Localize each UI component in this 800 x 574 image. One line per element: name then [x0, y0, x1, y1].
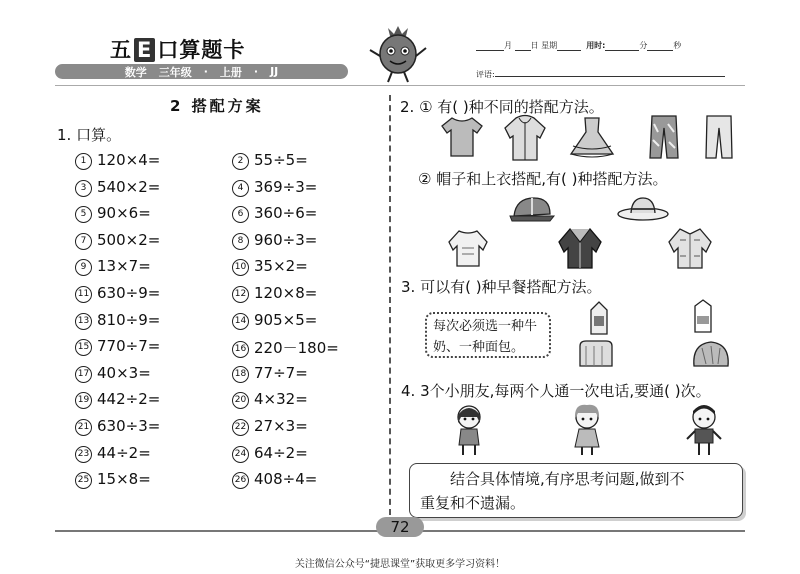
lesson-title: 2 搭配方案	[170, 97, 264, 115]
subject: 数学	[124, 65, 147, 79]
jacket-icon	[556, 226, 604, 270]
time-label: 用时:	[586, 41, 606, 50]
problem-expression: 77÷7=	[254, 363, 308, 382]
sep-2: ·	[253, 65, 259, 78]
problem-number: 13	[75, 313, 92, 330]
header-rule	[55, 85, 745, 86]
problem-expression: 630÷9=	[97, 284, 161, 302]
minute-label: 分	[639, 41, 648, 50]
question-2b: ② 帽子和上衣搭配,有( )种搭配方法。	[418, 170, 668, 188]
brand-suffix: 口算题卡	[157, 38, 246, 62]
arith-problem	[75, 337, 160, 356]
problem-number: 12	[232, 286, 249, 303]
arith-problem	[75, 444, 151, 463]
problem-number: 5	[75, 206, 92, 223]
arith-problem	[232, 257, 308, 276]
mascot-illustration	[366, 26, 430, 84]
column-divider	[389, 95, 391, 515]
month-label: 月	[504, 41, 512, 50]
problem-number: 1	[75, 153, 92, 170]
problem-expression: 220－180=	[254, 339, 339, 358]
brand-letter: E	[134, 38, 155, 62]
note-line-1: 每次必须选一种牛	[433, 319, 538, 334]
problem-expression: 540×2=	[97, 177, 161, 196]
problem-expression: 90×6=	[97, 204, 151, 223]
problem-expression: 500×2=	[97, 230, 161, 249]
arith-problem	[75, 390, 160, 409]
problem-expression: 630÷3=	[97, 417, 161, 435]
problem-number: 26	[232, 472, 249, 489]
volume: 上册	[219, 65, 242, 79]
evaluation-line	[476, 68, 725, 80]
problem-number: 16	[232, 341, 249, 358]
footer-text: 关注微信公众号“捷思课堂”获取更多学习资料！	[294, 559, 506, 570]
arith-problem	[232, 337, 339, 358]
tip-box	[409, 463, 743, 518]
edition: JJ	[270, 65, 279, 78]
arith-problem	[232, 417, 308, 436]
arith-problem	[232, 311, 317, 330]
cap-icon	[506, 194, 558, 224]
problem-number: 4	[232, 180, 249, 197]
plain-pants-icon	[704, 114, 734, 160]
arith-problem	[75, 470, 151, 489]
sun-hat-icon	[616, 194, 670, 222]
arith-problem	[232, 390, 308, 409]
day-label: 日	[530, 41, 539, 50]
day-blank[interactable]	[515, 42, 531, 51]
problem-number: 6	[232, 206, 249, 223]
problem-expression: 770÷7=	[97, 337, 161, 356]
bread-loaf-icon	[690, 338, 732, 370]
child-1-icon	[450, 403, 488, 457]
tip-line-2: 重复和不遗漏。	[420, 494, 526, 512]
problem-expression: 55÷5=	[254, 151, 308, 169]
problem-number: 11	[75, 286, 92, 303]
sweatshirt-icon	[446, 228, 490, 268]
arith-problem	[232, 178, 317, 197]
second-blank[interactable]	[647, 42, 673, 51]
problem-number: 3	[75, 180, 92, 197]
problem-expression: 905×5=	[254, 310, 318, 329]
arith-problem	[75, 284, 160, 303]
dress-icon	[565, 116, 619, 158]
problem-expression: 369÷3=	[254, 177, 318, 196]
problem-number: 2	[232, 153, 249, 170]
problem-number: 21	[75, 419, 92, 436]
problem-expression: 120×4=	[97, 151, 161, 169]
problem-expression: 44÷2=	[97, 443, 151, 462]
patterned-pants-icon	[648, 114, 680, 160]
problem-number: 9	[75, 259, 92, 276]
arith-problem	[75, 417, 160, 436]
problem-number: 7	[75, 233, 92, 250]
problem-expression: 408÷4=	[254, 470, 318, 489]
problem-number: 19	[75, 392, 92, 409]
toast-bread-icon	[574, 340, 618, 368]
problem-number: 23	[75, 446, 92, 463]
grade: 三年级	[158, 65, 192, 79]
problem-number: 25	[75, 472, 92, 489]
tip-line-1: 结合具体情境,有序思考问题,做到不	[450, 470, 685, 488]
arith-problem	[75, 178, 160, 197]
arith-problem	[232, 204, 317, 223]
second-label: 秒	[673, 41, 682, 50]
month-blank[interactable]	[476, 42, 504, 51]
question-2a: 2. ① 有( )种不同的搭配方法。	[400, 98, 604, 116]
problem-expression: 960÷3=	[254, 230, 318, 249]
arith-problem	[232, 444, 308, 463]
milk-carton-icon	[588, 300, 610, 336]
child-3-icon	[684, 403, 724, 457]
milk-box-icon	[692, 298, 714, 334]
arith-problem	[75, 151, 160, 170]
problem-expression: 27×3=	[254, 417, 308, 435]
breakfast-note	[425, 312, 551, 358]
arith-problem	[232, 470, 317, 489]
note-line-2: 奶、一种面包。	[433, 340, 525, 355]
question-4: 4. 3个小朋友,每两个人通一次电话,要通( )次。	[401, 382, 711, 400]
arith-problem	[232, 151, 308, 170]
problem-number: 18	[232, 366, 249, 383]
problem-number: 17	[75, 366, 92, 383]
problem-number: 24	[232, 446, 249, 463]
problem-number: 20	[232, 392, 249, 409]
arith-problem	[75, 311, 160, 330]
tshirt-icon	[440, 116, 484, 158]
problem-number: 22	[232, 419, 249, 436]
date-time-line	[476, 40, 681, 51]
child-2-icon	[568, 403, 606, 457]
arith-problem	[232, 284, 317, 303]
problem-expression: 64÷2=	[254, 443, 308, 462]
problem-expression: 810÷9=	[97, 310, 161, 329]
workbook-brand	[110, 34, 245, 64]
problem-expression: 442÷2=	[97, 390, 161, 409]
question-3: 3. 可以有( )种早餐搭配方法。	[401, 278, 602, 296]
brand-prefix: 五	[110, 38, 132, 62]
week-label: 星期	[541, 41, 558, 50]
arith-problem	[75, 257, 151, 276]
problem-number: 15	[75, 339, 92, 356]
page-number: 72	[376, 517, 424, 537]
arith-problem	[75, 364, 151, 383]
arith-problem	[232, 364, 308, 383]
arith-problem	[232, 231, 317, 250]
arith-problem	[75, 204, 151, 223]
problem-number: 8	[232, 233, 249, 250]
coat-icon	[666, 226, 714, 270]
problem-number: 10	[232, 259, 249, 276]
eval-label: 评语:	[476, 70, 495, 79]
arith-problem	[75, 231, 160, 250]
problem-expression: 360÷6=	[254, 204, 318, 223]
problem-expression: 13×7=	[97, 257, 151, 276]
problem-expression: 120×8=	[254, 284, 318, 302]
eval-blank[interactable]	[495, 68, 725, 77]
problem-number: 14	[232, 313, 249, 330]
problem-expression: 4×32=	[254, 390, 308, 409]
problem-expression: 15×8=	[97, 470, 151, 489]
problem-expression: 35×2=	[254, 257, 308, 276]
question-1-label: 1. 口算。	[57, 126, 122, 144]
sep-1: ·	[203, 65, 208, 78]
hoodie-icon	[502, 114, 548, 162]
problem-expression: 40×3=	[97, 363, 151, 382]
subject-bar	[55, 64, 348, 79]
week-blank[interactable]	[557, 42, 581, 51]
minute-blank[interactable]	[605, 42, 639, 51]
